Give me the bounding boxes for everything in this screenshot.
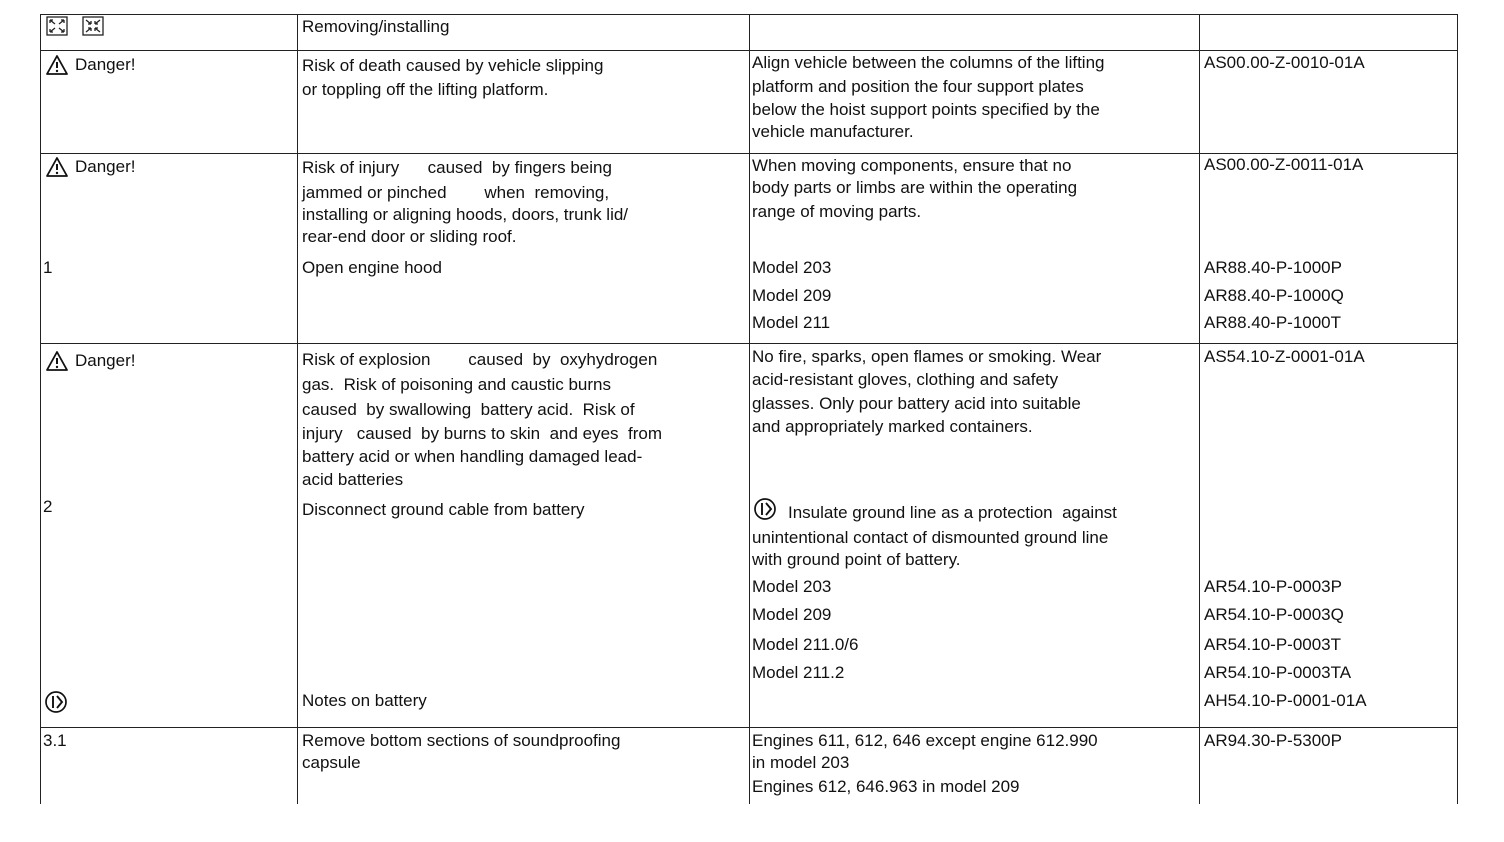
description-line: capsule (302, 753, 361, 772)
note-line: acid-resistant gloves, clothing and safety (752, 370, 1059, 389)
section-title: Removing/installing (302, 17, 450, 36)
danger-label: Danger! (45, 54, 135, 77)
column-divider (1199, 14, 1200, 804)
description-line: Remove bottom sections of soundproofing (302, 731, 621, 750)
note-line: unintentional contact of dismounted ground line (752, 528, 1109, 547)
step-number: 2 (43, 497, 53, 516)
step-number: 1 (43, 258, 53, 277)
reference-link[interactable]: AR88.40-P-1000P (1204, 258, 1342, 277)
info-icon (44, 690, 68, 719)
model-label: Model 203 (752, 258, 832, 277)
description-line: jammed or pinched when removing, (302, 183, 610, 202)
model-label: Model 211 (752, 313, 831, 332)
note-line: below the hoist support points specified by the (752, 100, 1100, 119)
description-line: acid batteries (302, 470, 404, 489)
note-line: range of moving parts. (752, 202, 922, 221)
description-line: caused by swallowing battery acid. Risk of (302, 400, 635, 419)
note-line: in model 203 (752, 753, 850, 772)
description-line: Risk of injury caused by fingers being (302, 158, 612, 177)
danger-label: Danger! (45, 156, 135, 179)
reference-link[interactable]: AR54.10-P-0003T (1204, 635, 1342, 654)
reference-link[interactable]: AH54.10-P-0001-01A (1204, 691, 1367, 710)
note-line: platform and position the four support plates (752, 77, 1084, 96)
step-number: 3.1 (43, 731, 67, 750)
model-label: Model 211.2 (752, 663, 845, 682)
note-line: Align vehicle between the columns of the lifting (752, 53, 1105, 72)
note-line: vehicle manufacturer. (752, 122, 914, 141)
reference-link[interactable]: AS00.00-Z-0010-01A (1204, 53, 1365, 72)
warning-icon (45, 156, 69, 178)
reference-link[interactable]: AR54.10-P-0003P (1204, 577, 1342, 596)
reference-link[interactable]: AR54.10-P-0003Q (1204, 605, 1344, 624)
note-line: Engines 611, 612, 646 except engine 612.990 (752, 731, 1098, 750)
step-description: Open engine hood (302, 258, 442, 277)
step-description: Disconnect ground cable from battery (302, 500, 585, 519)
note-line: with ground point of battery. (752, 550, 961, 569)
description-line: gas. Risk of poisoning and caustic burns (302, 375, 612, 394)
description-line: or toppling off the lifting platform. (302, 80, 549, 99)
column-divider (1457, 14, 1458, 804)
note-line: and appropriately marked containers. (752, 417, 1033, 436)
step-description: Notes on battery (302, 691, 427, 710)
column-divider (297, 14, 298, 804)
column-divider (40, 14, 41, 804)
note-line: glasses. Only pour battery acid into suitable (752, 394, 1081, 413)
description-line: Risk of explosion caused by oxyhydrogen (302, 350, 658, 369)
collapse-icon[interactable] (82, 16, 104, 41)
column-divider (749, 14, 750, 804)
reference-link[interactable]: AR88.40-P-1000Q (1204, 286, 1344, 305)
warning-icon (45, 350, 69, 372)
model-label: Model 211.0/6 (752, 635, 859, 654)
model-label: Model 209 (752, 286, 832, 305)
danger-label: Danger! (45, 350, 135, 373)
note-line: Insulate ground line as a protection against (788, 503, 1117, 522)
description-line: installing or aligning hoods, doors, trunk lid/ (302, 205, 629, 224)
warning-icon (45, 54, 69, 76)
description-line: injury caused by burns to skin and eyes from (302, 424, 663, 443)
reference-link[interactable]: AR94.30-P-5300P (1204, 731, 1342, 750)
note-line: body parts or limbs are within the operating (752, 178, 1078, 197)
note-line: When moving components, ensure that no (752, 156, 1072, 175)
reference-link[interactable]: AS54.10-Z-0001-01A (1204, 347, 1365, 366)
model-label: Model 203 (752, 577, 832, 596)
note-line: Engines 612, 646.963 in model 209 (752, 777, 1020, 796)
expand-icon[interactable] (46, 16, 68, 41)
reference-link[interactable]: AS00.00-Z-0011-01A (1204, 155, 1364, 174)
reference-link[interactable]: AR88.40-P-1000T (1204, 313, 1342, 332)
description-line: battery acid or when handling damaged lead- (302, 447, 643, 466)
reference-link[interactable]: AR54.10-P-0003TA (1204, 663, 1352, 682)
note-line: No fire, sparks, open flames or smoking. Wear (752, 347, 1102, 366)
model-label: Model 209 (752, 605, 832, 624)
description-line: rear-end door or sliding roof. (302, 227, 517, 246)
info-icon (753, 497, 777, 526)
description-line: Risk of death caused by vehicle slipping (302, 56, 604, 75)
